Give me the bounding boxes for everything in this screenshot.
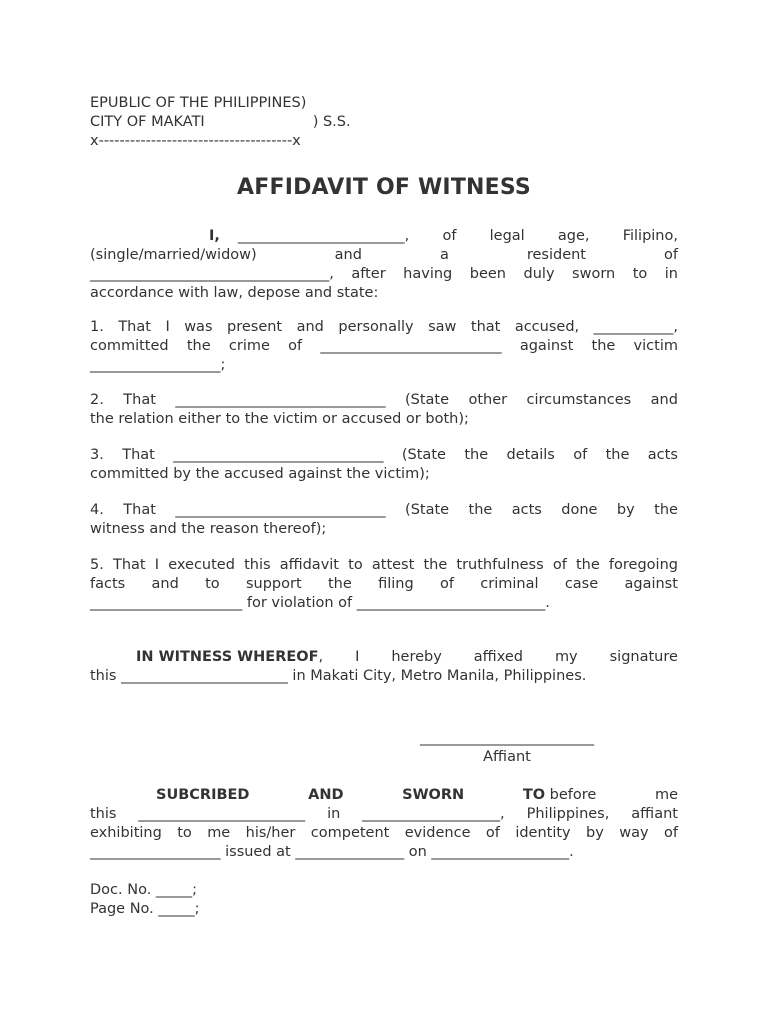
item-4-line-1: [90, 501, 678, 520]
word: accused,: [514, 319, 580, 335]
word: having: [403, 266, 453, 282]
intro-paragraph: [90, 227, 678, 303]
word: competent: [310, 825, 390, 841]
ss-marker: ) S.S.: [312, 114, 351, 130]
word: _____________________________: [175, 502, 386, 518]
republic-line: EPUBLIC OF THE PHILIPPINES): [90, 95, 307, 111]
word: been: [469, 266, 507, 282]
item-3: [90, 446, 678, 484]
item-5-line-1: [90, 556, 678, 575]
item-1: [90, 318, 678, 375]
word: of: [663, 825, 678, 841]
word: way: [619, 825, 649, 841]
word: the: [464, 447, 489, 463]
word: 1.: [90, 319, 104, 335]
word: the: [423, 557, 448, 573]
word: the: [591, 338, 616, 354]
word: That: [122, 447, 155, 463]
word: evidence: [404, 825, 471, 841]
word: and: [650, 392, 678, 408]
caption-header: [90, 94, 678, 151]
intro-lead: I,: [209, 228, 220, 244]
affiant-signature-block: [400, 729, 614, 767]
item-3-line-2: committed by the accused against the victim);: [90, 466, 430, 482]
word: _____________________________: [173, 447, 384, 463]
word: the: [654, 502, 678, 518]
item-2: [90, 391, 678, 429]
jurat-line-4: __________________ issued at _______________ on ___________________.: [90, 844, 574, 860]
word: to: [177, 825, 192, 841]
word: other: [468, 392, 508, 408]
word: the: [468, 502, 493, 518]
word: 4.: [90, 502, 104, 518]
word: _________________________: [320, 338, 502, 354]
word: of: [552, 557, 567, 573]
word: foregoing: [608, 557, 678, 573]
word: executed: [168, 557, 235, 573]
jurat-line-1: SUBCRIBED AND SWORN TO before me: [156, 787, 678, 803]
word: details: [506, 447, 555, 463]
word: _____________________________: [175, 392, 386, 408]
intro-line-2: (single/married/widow) and a resident of: [90, 247, 678, 263]
word: me: [207, 825, 231, 841]
intro-line-3: [90, 265, 678, 284]
word: acts: [647, 447, 678, 463]
item-3-line-1: [90, 446, 678, 465]
word: by: [586, 825, 604, 841]
word: of: [573, 447, 588, 463]
word: That: [123, 392, 156, 408]
word: committed: [90, 338, 169, 354]
word: ,: [318, 649, 324, 665]
word: That: [118, 319, 151, 335]
word: that: [470, 319, 501, 335]
word: personally: [338, 319, 414, 335]
item-1-line-1: [90, 318, 678, 337]
item-2-line-1: [90, 391, 678, 410]
word: affiant: [631, 806, 678, 822]
word: saw: [428, 319, 457, 335]
word: _______________________,: [237, 228, 410, 244]
item-4: [90, 501, 678, 539]
city-line: [90, 113, 678, 132]
signature-line: ________________________: [420, 730, 594, 746]
word: done: [561, 502, 598, 518]
word: of: [485, 825, 500, 841]
word: circumstances: [526, 392, 632, 408]
word: signature: [609, 649, 678, 665]
jurat-line-2: [90, 805, 678, 824]
word: Philippines,: [526, 806, 610, 822]
word: affidavit: [279, 557, 339, 573]
word: I: [355, 649, 360, 665]
word: 5.: [90, 557, 104, 573]
item-1-line-2: [90, 337, 678, 356]
affidavit-page: [90, 94, 678, 919]
witness-line-1-text: [319, 648, 678, 667]
word: his/her: [245, 825, 296, 841]
word: after: [351, 266, 386, 282]
word: the: [605, 447, 630, 463]
word: sworn: [572, 266, 616, 282]
word: attest: [371, 557, 415, 573]
word: identity: [515, 825, 571, 841]
word: by: [616, 502, 635, 518]
word: hereby: [391, 649, 442, 665]
word: _________________________________,: [90, 266, 334, 282]
word: of: [442, 228, 457, 244]
city-name: CITY OF MAKATI: [90, 114, 205, 130]
word: I: [165, 319, 170, 335]
word: (State: [401, 447, 446, 463]
word: against: [519, 338, 574, 354]
jurat-line-3: [90, 824, 678, 843]
word: 3.: [90, 447, 104, 463]
word: I: [154, 557, 160, 573]
caption-divider: x-------------------------------------x: [90, 133, 301, 149]
word: the: [575, 557, 600, 573]
word: ___________________,: [362, 806, 505, 822]
intro-line-1-text: [238, 227, 678, 246]
word: crime: [228, 338, 270, 354]
item-5-line-2: facts and to support the filing of criminal case against: [90, 576, 678, 592]
item-1-line-3: __________________;: [90, 357, 226, 373]
word: age,: [557, 228, 590, 244]
witness-bold: IN WITNESS WHEREOF: [136, 649, 319, 665]
witness-paragraph: [90, 648, 678, 686]
word: in: [327, 806, 341, 822]
word: the: [186, 338, 211, 354]
item-5: [90, 556, 678, 613]
notarial-register: [90, 881, 678, 919]
word: _______________________: [138, 806, 306, 822]
word: and: [296, 319, 324, 335]
word: Filipino,: [622, 228, 678, 244]
word: to: [632, 266, 648, 282]
word: duly: [523, 266, 555, 282]
document-title: AFFIDAVIT OF WITNESS: [237, 175, 531, 200]
page-no: Page No. _____;: [90, 901, 200, 917]
witness-line-1: [90, 648, 678, 667]
word: victim: [633, 338, 678, 354]
word: (State: [404, 392, 450, 408]
word: present: [227, 319, 283, 335]
affiant-label: Affiant: [483, 749, 531, 765]
word: ___________,: [593, 319, 678, 335]
jurat-paragraph: [90, 786, 678, 862]
word: of: [288, 338, 303, 354]
doc-no: Doc. No. _____;: [90, 882, 198, 898]
word: to: [348, 557, 363, 573]
word: this: [90, 806, 117, 822]
word: 2.: [90, 392, 104, 408]
item-5-line-3: _____________________ for violation of __________________________.: [90, 595, 550, 611]
word: was: [184, 319, 213, 335]
word: acts: [511, 502, 542, 518]
word: this: [244, 557, 271, 573]
word: truthfulness: [456, 557, 544, 573]
word: (State: [405, 502, 450, 518]
word: That: [123, 502, 156, 518]
intro-line-1: [90, 227, 678, 246]
intro-line-4: accordance with law, depose and state:: [90, 285, 379, 301]
item-2-line-2: the relation either to the victim or accused or both);: [90, 411, 469, 427]
word: affixed: [473, 649, 523, 665]
word: my: [554, 649, 578, 665]
word: in: [664, 266, 678, 282]
word: legal: [489, 228, 525, 244]
word: That: [113, 557, 146, 573]
witness-line-2: this _______________________ in Makati City, Metro Manila, Philippines.: [90, 668, 587, 684]
item-4-line-2: witness and the reason thereof);: [90, 521, 327, 537]
word: exhibiting: [90, 825, 162, 841]
